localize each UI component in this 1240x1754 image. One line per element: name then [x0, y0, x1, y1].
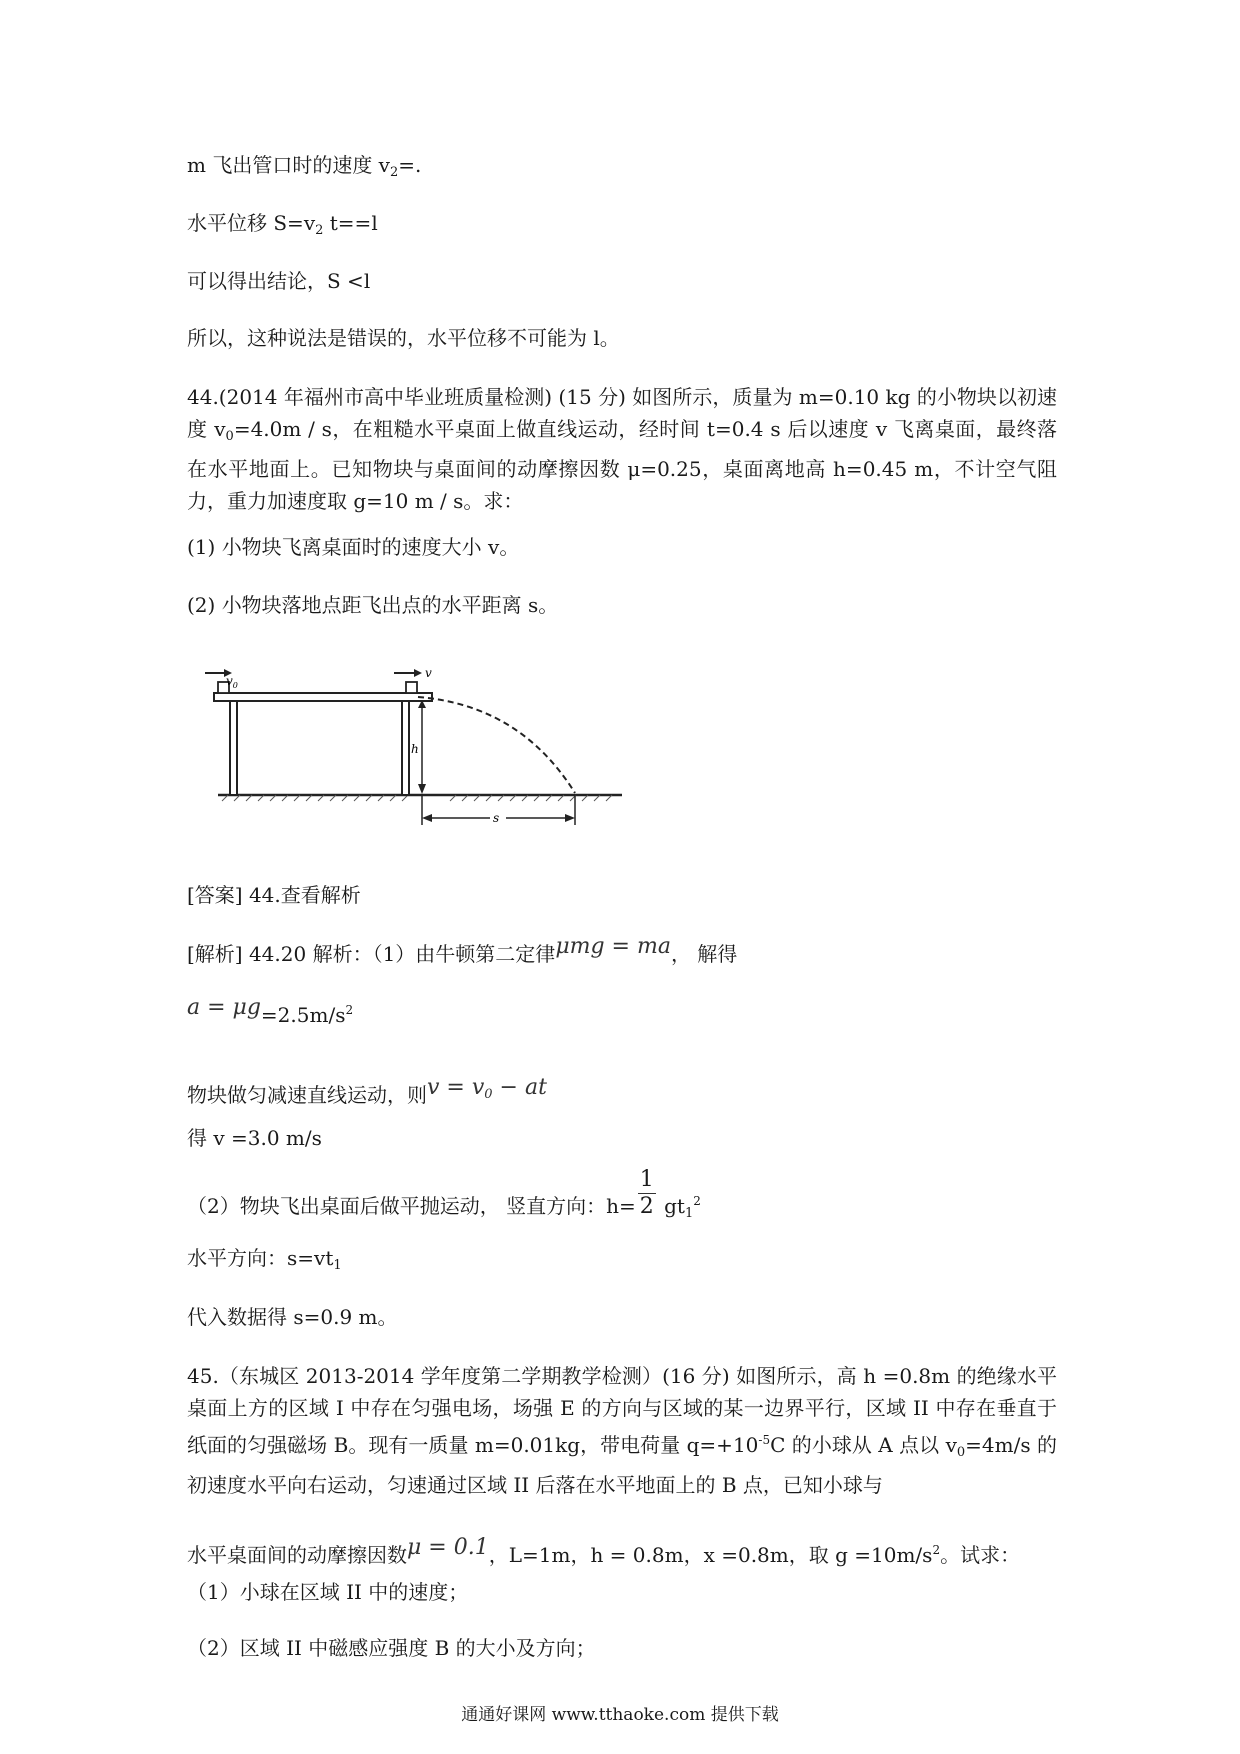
text-line: 可以得出结论，S <l	[187, 269, 371, 293]
answer-line: [答案] 44.查看解析	[187, 883, 361, 907]
question-44-part-2: (2) 小物块落地点距飞出点的水平距离 s。	[187, 593, 559, 617]
solution-line: 代入数据得 s=0.9 m。	[187, 1305, 398, 1329]
fraction: $\frac{1}{2}$	[639, 1167, 654, 1219]
s-label: s	[493, 811, 500, 825]
solution-line: 得 v =3.0 m/s	[187, 1126, 322, 1150]
solution-line: [解析] 44.20 解析：（1）由牛顿第二定律μmg = ma， 解得	[187, 934, 738, 966]
question-45-stem: 45.（东城区 2013-2014 学年度第二学期教学检测）(16 分) 如图所示，高 h =0.8m 的绝缘水平桌面上方的区域 I 中存在匀强电场，场强 E 的方向与区域的某一边界平行，区域 II 中存在垂直于纸面的匀强磁场 B。现有一质量 m=0.01kg，带电荷量 $q=+10^{-5}C$ 的小球从 A 点以 $v_0=4m/s$ 的初速度水平向右运动，匀速通过区域 II 后落在水平地面上的 B 点，已知小球与	[187, 1364, 1057, 1497]
solution-line: （2）物块飞出桌面后做平抛运动， 竖直方向：h= $\frac{1}{2}$ $gt_1^2$	[187, 1167, 701, 1221]
solution-line: 水平方向：$s=vt_1$	[187, 1246, 342, 1273]
v-label: v	[425, 666, 432, 680]
solution-line: $a = \mu g=2.5m/s^2$	[187, 995, 354, 1027]
text-line: m 飞出管口时的速度 $v_2=$.	[187, 153, 422, 180]
solution-line: 物块做匀减速直线运动，则$v = v_0$ − at	[187, 1075, 547, 1107]
page-footer: 通通好课网 www.tthaoke.com 提供下载	[461, 1705, 779, 1725]
question-45-part-2: （2）区域 II 中磁感应强度 B 的大小及方向；	[187, 1636, 596, 1660]
table-projectile-figure	[200, 660, 630, 860]
text-line: 水平位移 $S=v_2$ t==l	[187, 211, 378, 238]
question-44-part-1: (1) 小物块飞离桌面时的速度大小 v。	[187, 535, 520, 559]
h-label: h	[411, 742, 419, 756]
text-line: 所以，这种说法是错误的，水平位移不可能为 l。	[187, 326, 620, 350]
question-45-line: 水平桌面间的动摩擦因数μ = 0.1，L=1m，h = 0.8m，x =0.8m，取 $g =10m/s^2$。试求：	[187, 1535, 1021, 1567]
question-44-stem: 44.(2014 年福州市高中毕业班质量检测) (15 分) 如图所示，质量为 m=0.10 kg 的小物块以初速度 $v_0=4.0m / s$，在粗糙水平桌面上做直线运动，经时间 t=0.4 s 后以速度 v 飞离桌面，最终落在水平地面上。已知物块与桌面间的动摩擦因数 μ=0.25，桌面离地高 h=0.45 m，不计空气阻力，重力加速度取 g=10 m / s。求：	[187, 385, 1058, 513]
question-45-part-1: （1）小球在区域 II 中的速度；	[187, 1580, 469, 1604]
v0-label: $v_0$	[226, 674, 238, 690]
